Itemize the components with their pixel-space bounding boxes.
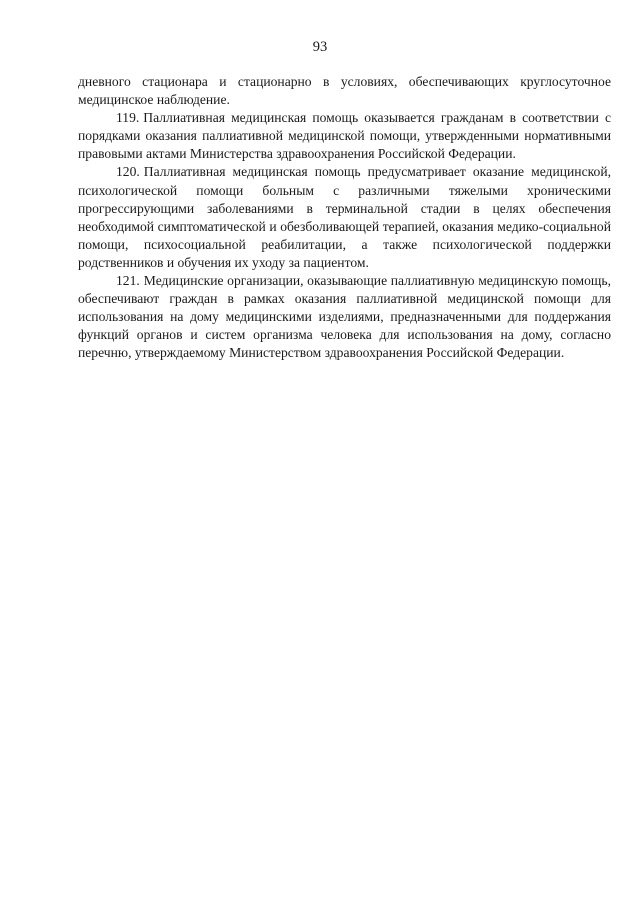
paragraph-120 — [78, 163, 611, 272]
page-number: 93 — [312, 39, 328, 55]
paragraph-continuation — [78, 73, 611, 109]
paragraph-text: Паллиативная медицинская помощь предусматривает оказание медицинской, психологической помощи больным с различными тяжелыми хроническими прогрессирующими заболеваниями в терминальной стадии в целях обеспечения необходимой симптоматической и обезболивающей терапией, оказания медико-социальной помощи, психосоциальной реабилитации, а также психологической поддержки родственников и обучения их уходу за пациентом. — [78, 164, 611, 270]
paragraph-text: Медицинские организации, оказывающие паллиативную медицинскую помощь, обеспечивают граждан в рамках оказания паллиативной медицинской помощи для использования на дому медицинскими изделиями, предназначенными для поддержания функций органов и систем организма человека для использования на дому, согласно перечню, утверждаемому Министерством здравоохранения Российской Федерации. — [78, 273, 611, 361]
paragraph-number: 120. — [116, 164, 140, 180]
paragraph-119 — [78, 109, 611, 163]
document-body — [78, 73, 611, 363]
paragraph-number: 119. — [116, 110, 140, 126]
paragraph-text: Паллиативная медицинская помощь оказывается гражданам в соответствии с порядками оказания паллиативной медицинской помощи, утвержденными нормативными правовыми актами Министерства здравоохранения Российской Федерации. — [78, 110, 611, 162]
paragraph-number: 121. — [116, 273, 140, 289]
paragraph-text: дневного стационара и стационарно в условиях, обеспечивающих круглосуточное медицинское наблюдение. — [78, 74, 611, 108]
paragraph-121 — [78, 272, 611, 362]
